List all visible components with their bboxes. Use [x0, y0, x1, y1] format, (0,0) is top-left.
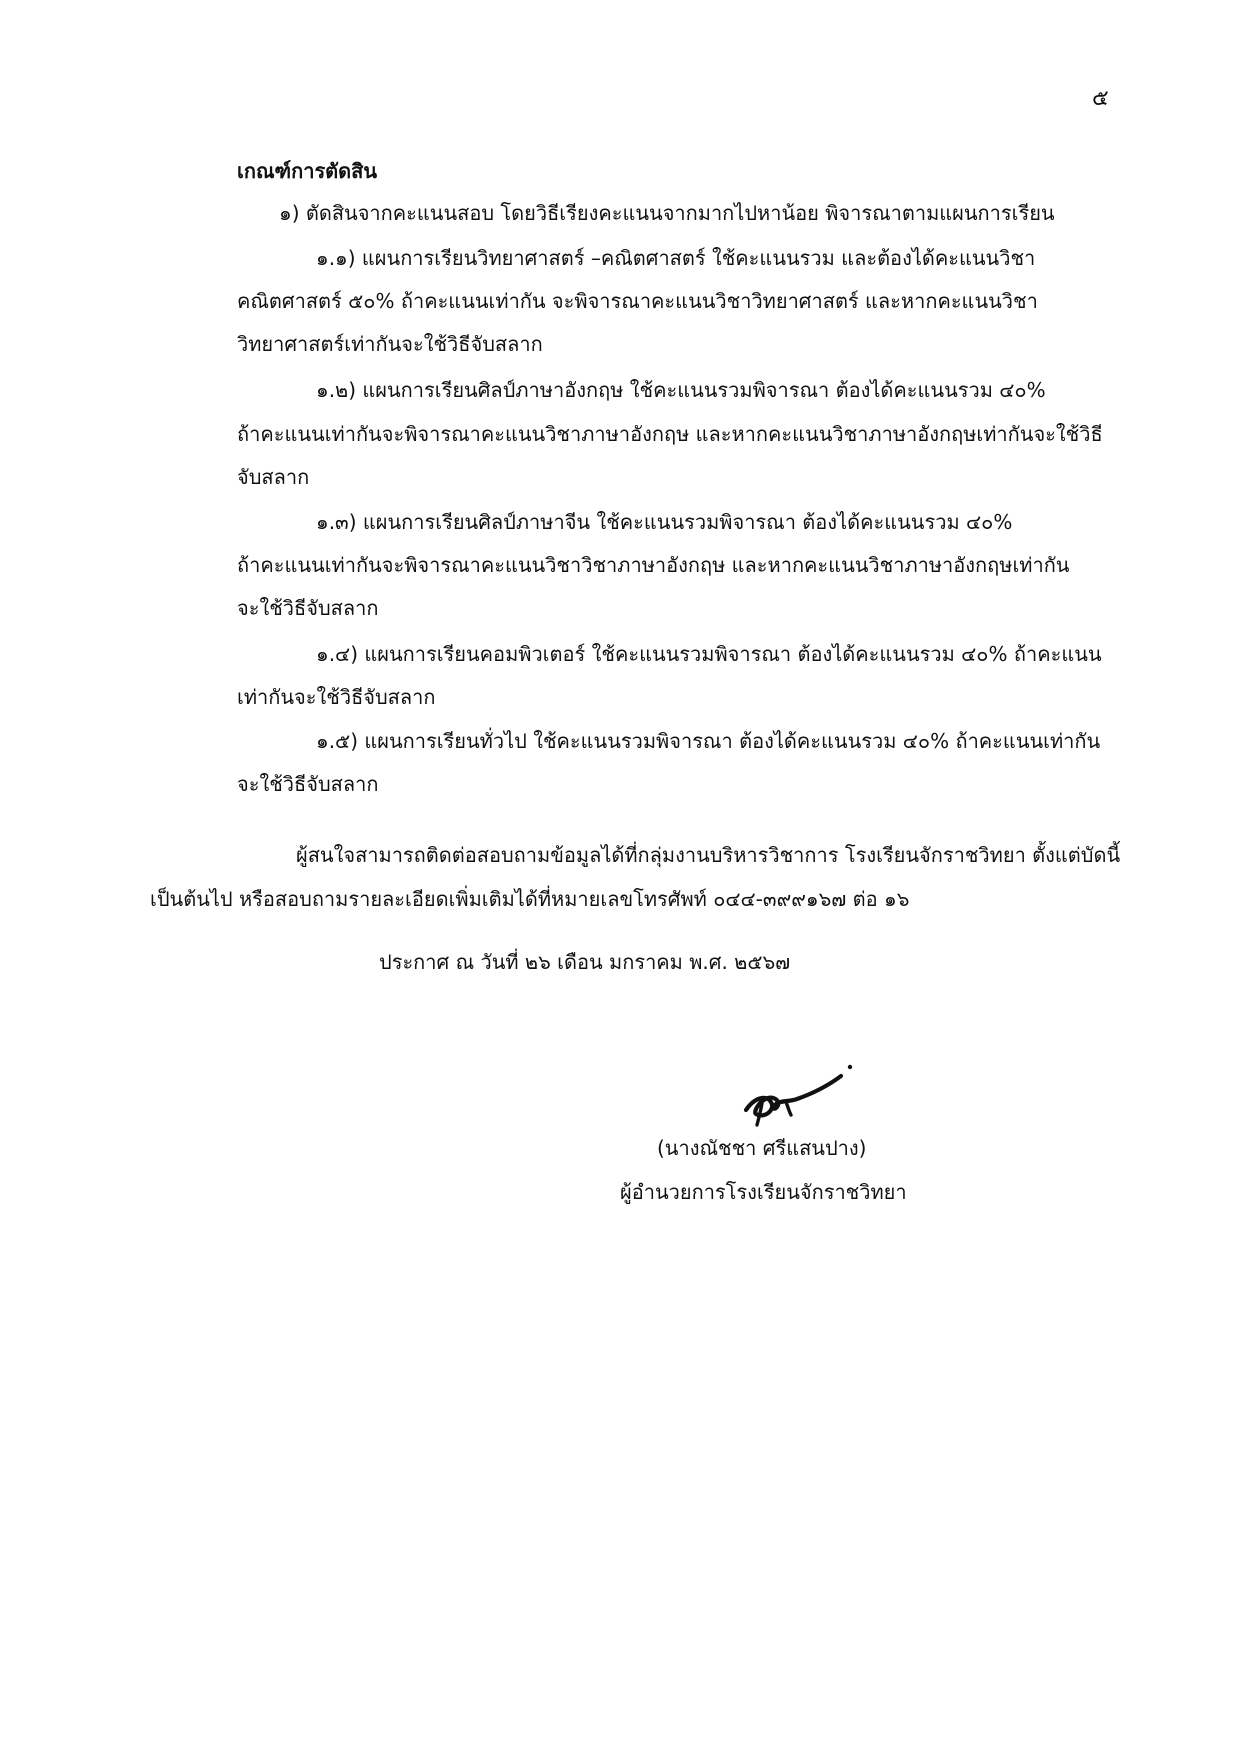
- signature-image: [728, 1058, 858, 1138]
- plan-1-3-line-3: จะใช้วิธีจับสลาก: [237, 596, 379, 620]
- plan-1-3-line-2: ถ้าคะแนนเท่ากันจะพิจารณาคะแนนวิชาวิชาภาษาอังกฤษ และหากคะแนนวิชาภาษาอังกฤษเท่ากัน: [237, 553, 1070, 577]
- plan-1-4-line-2: เท่ากันจะใช้วิธีจับสลาก: [237, 685, 436, 709]
- contact-line-1: ผู้สนใจสามารถติดต่อสอบถามข้อมูลได้ที่กลุ่มงานบริหารวิชาการ โรงเรียนจักราชวิทยา ตั้งแต่บัดนี้: [296, 843, 1121, 867]
- plan-1-2-line-2: ถ้าคะแนนเท่ากันจะพิจารณาคะแนนวิชาภาษาอังกฤษ และหากคะแนนวิชาภาษาอังกฤษเท่ากันจะใช้วิธี: [237, 422, 1103, 446]
- plan-1-2-line-3: จับสลาก: [237, 465, 310, 489]
- section-heading: เกณฑ์การตัดสิน: [237, 159, 378, 183]
- signer-name: (นางณัชชา ศรีแสนปาง): [657, 1136, 867, 1160]
- plan-1-5-line-2: จะใช้วิธีจับสลาก: [237, 772, 379, 796]
- page-number: ๕: [1092, 86, 1109, 111]
- contact-line-2: เป็นต้นไป หรือสอบถามรายละเอียดเพิ่มเติมได้ที่หมายเลขโทรศัพท์ ๐๔๔-๓๙๙๑๖๗ ต่อ ๑๖: [150, 887, 910, 911]
- signer-position: ผู้อำนวยการโรงเรียนจักราชวิทยา: [620, 1180, 907, 1204]
- plan-1-1-line-1: ๑.๑) แผนการเรียนวิทยาศาสตร์ –คณิตศาสตร์ ใช้คะแนนรวม และต้องได้คะแนนวิชา: [316, 246, 1036, 270]
- plan-1-1-line-3: วิทยาศาสตร์เท่ากันจะใช้วิธีจับสลาก: [237, 332, 543, 356]
- announcement-date: ประกาศ ณ วันที่ ๒๖ เดือน มกราคม พ.ศ. ๒๕๖๗: [379, 950, 791, 974]
- plan-1-2-line-1: ๑.๒) แผนการเรียนศิลป์ภาษาอังกฤษ ใช้คะแนนรวมพิจารณา ต้องได้คะแนนรวม ๔๐%: [316, 378, 1046, 402]
- criteria-intro: ๑) ตัดสินจากคะแนนสอบ โดยวิธีเรียงคะแนนจากมากไปหาน้อย พิจารณาตามแผนการเรียน: [279, 201, 1055, 225]
- plan-1-1-line-2: คณิตศาสตร์ ๕๐% ถ้าคะแนนเท่ากัน จะพิจารณาคะแนนวิชาวิทยาศาสตร์ และหากคะแนนวิชา: [237, 289, 1038, 313]
- plan-1-4-line-1: ๑.๔) แผนการเรียนคอมพิวเตอร์ ใช้คะแนนรวมพิจารณา ต้องได้คะแนนรวม ๔๐% ถ้าคะแนน: [316, 642, 1102, 666]
- plan-1-5-line-1: ๑.๕) แผนการเรียนทั่วไป ใช้คะแนนรวมพิจารณา ต้องได้คะแนนรวม ๔๐% ถ้าคะแนนเท่ากัน: [316, 729, 1101, 753]
- plan-1-3-line-1: ๑.๓) แผนการเรียนศิลป์ภาษาจีน ใช้คะแนนรวมพิจารณา ต้องได้คะแนนรวม ๔๐%: [316, 510, 1013, 534]
